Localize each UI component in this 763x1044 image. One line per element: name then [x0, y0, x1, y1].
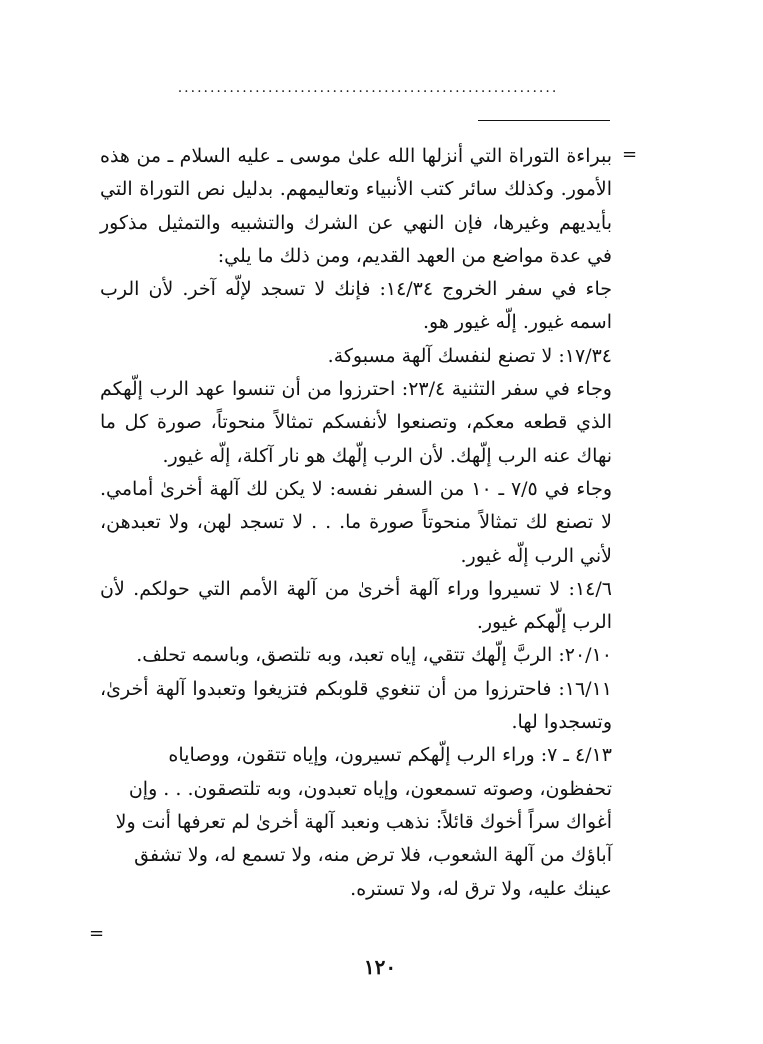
footnote-continuation-mark: =	[622, 144, 638, 165]
footnote-paragraph: وجاء في ٧/٥ ـ ١٠ من السفر نفسه: لا يكن لك آلهة أخرىٰ أمامي. لا تصنع لك تمثالاً منحوتاً صورة ما. . . لا تسجد لهن، ولا تعبدهن، لأني الرب إلّه غيور.	[100, 477, 612, 567]
footnote-paragraph: ١٦/١١: فاحترزوا من أن تنغوي قلوبكم فتزيغوا وتعبدوا آلهة أخرىٰ، وتسجدوا لها.	[100, 677, 612, 734]
footnote-paragraph: ببراءة التوراة التي أنزلها الله علىٰ موسى ـ عليه السلام ـ من هذه الأمور. وكذلك سائر كتب الأنبياء وتعاليمهم. بدليل نص التوراة التي بأيديهم وغيرها، فإن النهي عن الشرك والتشبيه والتمثيل مذكور في عدة مواضع من العهد القديم، ومن ذلك ما يلي:	[100, 145, 612, 267]
footnote-paragraph: وجاء في سفر التثنية ٢٣/٤: احترزوا من أن تنسوا عهد الرب إلّهكم الذي قطعه معكم، وتصنعوا لأنفسكم تمثالاً منحوتاً، صورة كل ما نهاك عنه الرب إلّهك. لأن الرب إلّهك هو نار آكلة، إلّه غيور.	[100, 378, 612, 467]
dotted-separator: ...........................................................	[177, 80, 559, 96]
footnote-paragraph: ٢٠/١٠: الربَّ إلّهك تتقي، إياه تعبد، وبه تلتصق، وباسمه تحلف.	[136, 644, 612, 667]
page-number: ١٢٠	[363, 955, 397, 979]
footnote-paragraph: ٤/١٣ ـ ٧: وراء الرب إلّهكم تسيرون، وإياه تتقون، ووصاياه تحفظون، وصوته تسمعون، وإياه تعبدون، وبه تلتصقون. . . وإن أغواك سراً أخوك قائلاً: نذهب ونعبد آلهة أخرىٰ لم تعرفها أنت ولا آباؤك من آلهة الشعوب، فلا ترض منه، ولا تسمع له، ولا تشفق عينك عليه، ولا ترق له، ولا تستره.	[115, 744, 612, 900]
footnote-text	[100, 140, 612, 906]
footnote-rule	[478, 120, 610, 121]
footnote-end-mark: =	[89, 923, 105, 944]
footnote-paragraph: ١٧/٣٤: لا تصنع لنفسك آلهة مسبوكة.	[327, 344, 612, 367]
footnote-paragraph: جاء في سفر الخروج ١٤/٣٤: فإنك لا تسجد لإلّه آخر. لأن الرب اسمه غيور. إلّه غيور هو.	[100, 278, 612, 334]
footnote-paragraph: ١٤/٦: لا تسيروا وراء آلهة أخرىٰ من آلهة الأمم التي حولكم. لأن الرب إلّهكم غيور.	[100, 577, 612, 634]
